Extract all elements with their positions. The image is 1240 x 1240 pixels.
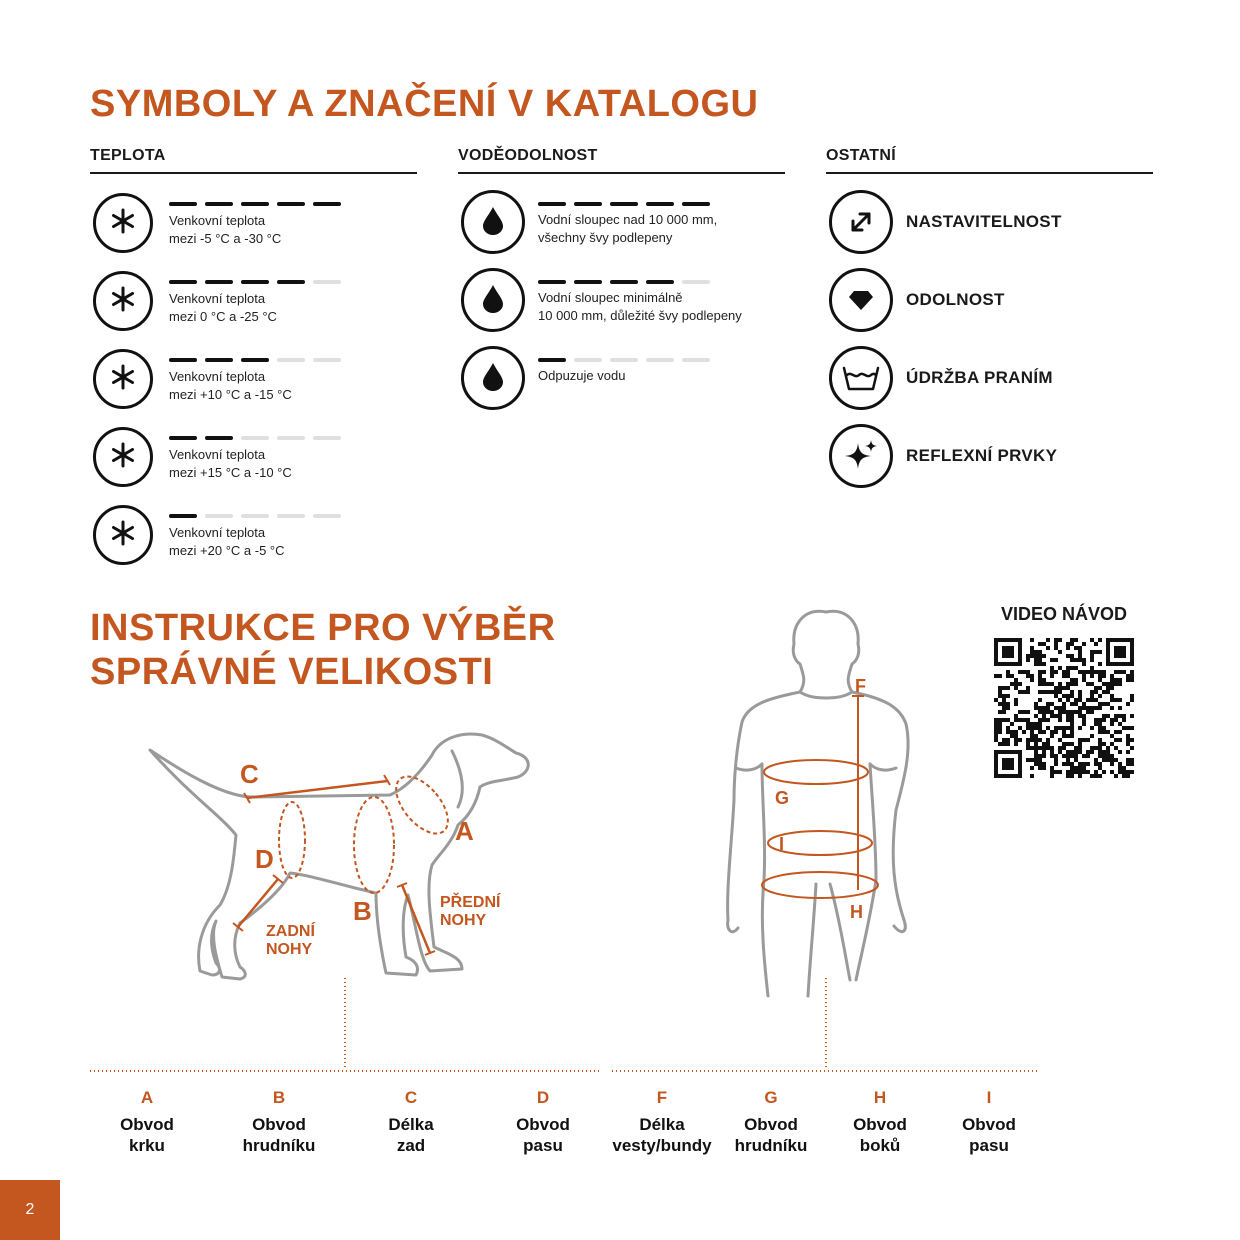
temperature-icon-circle (93, 271, 153, 331)
legend-letter: F (656, 1088, 668, 1107)
rating-dash (646, 202, 674, 206)
diamond-icon (847, 288, 875, 312)
dog-label-b: B (353, 896, 372, 926)
sparkle-icon (843, 438, 879, 474)
rating-dash (646, 280, 674, 284)
dog-label-d: D (255, 844, 274, 874)
legend-letter: I (986, 1088, 992, 1107)
rating-dashes (169, 514, 341, 518)
rating-dash (574, 202, 602, 206)
rating-dash (169, 514, 197, 518)
rating-dash (277, 514, 305, 518)
water-drop-icon (481, 205, 505, 240)
adjust-arrows-icon (847, 208, 875, 236)
rating-dash (313, 514, 341, 518)
rating-dash (277, 436, 305, 440)
other-icon-circle (829, 346, 893, 410)
column-header-other: OSTATNÍ (826, 147, 896, 164)
rating-dash (682, 358, 710, 362)
rating-dash (241, 280, 269, 284)
dog-illustration (140, 725, 540, 985)
description-line: Odpuzuje vodu (538, 368, 626, 383)
description-line: Vodní sloupec nad 10 000 mm, (538, 212, 718, 227)
description-line: mezi 0 °C a -25 °C (169, 309, 277, 324)
waterproof-description (538, 211, 717, 247)
other-icon-circle (829, 424, 893, 488)
rating-dash (313, 280, 341, 284)
legend-item (488, 1088, 598, 1156)
rating-dash (313, 358, 341, 362)
rating-dash (646, 358, 674, 362)
divider (458, 172, 785, 174)
legend-letter: C (404, 1088, 418, 1107)
waterproof-icon-circle (461, 268, 525, 332)
temperature-description (169, 290, 277, 326)
other-icon-circle (829, 190, 893, 254)
legend-letter: D (536, 1088, 550, 1107)
waterproof-description (538, 289, 742, 325)
dog-label-c: C (240, 759, 259, 789)
legend-item (716, 1088, 826, 1156)
human-label-f: F (855, 676, 866, 696)
rating-dash (313, 436, 341, 440)
temperature-icon-circle (93, 505, 153, 565)
legend-letter: G (764, 1088, 778, 1107)
divider (826, 172, 1153, 174)
description-line: mezi +15 °C a -10 °C (169, 465, 292, 480)
legend-text: zad (396, 1136, 426, 1155)
rating-dash (538, 202, 566, 206)
rating-dash (682, 280, 710, 284)
legend-item (607, 1088, 717, 1156)
human-illustration (700, 600, 940, 1000)
size-guide-title-line2: SPRÁVNÉ VELIKOSTI (90, 651, 494, 693)
dog-label-rear-legs-1: ZADNÍ (266, 923, 315, 940)
rating-dash (169, 358, 197, 362)
description-line: Venkovní teplota (169, 291, 266, 306)
dog-label-front-legs-2: NOHY (440, 912, 487, 929)
legend-letter: H (873, 1088, 887, 1107)
rating-dash (610, 202, 638, 206)
legend-letter: A (140, 1088, 154, 1107)
rating-dash (277, 280, 305, 284)
legend-text: Obvod (120, 1115, 174, 1134)
legend-text: Obvod (853, 1115, 907, 1134)
temperature-icon-circle (93, 349, 153, 409)
legend-item (825, 1088, 935, 1156)
temperature-description (169, 524, 285, 560)
rating-dashes (169, 280, 341, 284)
description-line: Venkovní teplota (169, 213, 266, 228)
dog-label-a: A (455, 816, 474, 846)
rating-dash (241, 514, 269, 518)
legend-text: Obvod (252, 1115, 306, 1134)
rating-dash (205, 280, 233, 284)
divider (90, 172, 417, 174)
human-label-i: I (779, 834, 785, 854)
human-label-g: G (775, 788, 790, 808)
rating-dash (574, 358, 602, 362)
legend-item (934, 1088, 1044, 1156)
description-line: mezi +10 °C a -15 °C (169, 387, 292, 402)
legend-text: hrudníku (242, 1136, 316, 1155)
rating-dash (538, 280, 566, 284)
temperature-description (169, 368, 292, 404)
rating-dash (169, 436, 197, 440)
waterproof-icon-circle (461, 190, 525, 254)
description-line: Venkovní teplota (169, 525, 266, 540)
temperature-description (169, 446, 292, 482)
rating-dash (277, 202, 305, 206)
legend-text: krku (129, 1136, 165, 1155)
qr-code[interactable] (994, 638, 1134, 778)
rating-dash (277, 358, 305, 362)
dog-label-rear-legs-2: NOHY (266, 941, 313, 958)
rating-dash (205, 514, 233, 518)
snowflake-icon (109, 441, 137, 474)
rating-dashes (169, 436, 341, 440)
rating-dash (313, 202, 341, 206)
other-icon-circle (829, 268, 893, 332)
rating-dash (241, 202, 269, 206)
snowflake-icon (109, 285, 137, 318)
page-number: 2 (0, 1180, 60, 1240)
temperature-description (169, 212, 281, 248)
waterproof-icon-circle (461, 346, 525, 410)
other-feature-label: NASTAVITELNOST (906, 212, 1062, 231)
rating-dash (205, 202, 233, 206)
legend-text: hrudníku (734, 1136, 808, 1155)
column-header-waterproof: VODĚODOLNOST (458, 147, 598, 164)
video-guide-label: VIDEO NÁVOD (1000, 604, 1128, 624)
size-guide-title (90, 606, 556, 694)
rating-dashes (169, 358, 341, 362)
legend-item (224, 1088, 334, 1156)
legend-text: Obvod (516, 1115, 570, 1134)
rating-dash (610, 358, 638, 362)
rating-dash (169, 202, 197, 206)
rating-dash (241, 358, 269, 362)
legend-text: pasu (969, 1136, 1009, 1155)
rating-dash (205, 358, 233, 362)
rating-dash (205, 436, 233, 440)
legend-text: Obvod (962, 1115, 1016, 1134)
snowflake-icon (109, 207, 137, 240)
legend-text: pasu (523, 1136, 563, 1155)
water-drop-icon (481, 361, 505, 396)
description-line: všechny švy podlepeny (538, 230, 673, 245)
temperature-icon-circle (93, 193, 153, 253)
legend-text: Obvod (744, 1115, 798, 1134)
water-drop-icon (481, 283, 505, 318)
rating-dashes (538, 358, 710, 362)
waterproof-description (538, 367, 625, 385)
legend-text: boků (859, 1136, 901, 1155)
description-line: Vodní sloupec minimálně (538, 290, 683, 305)
legend-item (92, 1088, 202, 1156)
snowflake-icon (109, 519, 137, 552)
page-title: SYMBOLY A ZNAČENÍ V KATALOGU (90, 83, 759, 125)
human-label-h: H (850, 902, 863, 922)
legend-item (356, 1088, 466, 1156)
description-line: Venkovní teplota (169, 447, 266, 462)
rating-dash (610, 280, 638, 284)
dog-label-front-legs-1: PŘEDNÍ (440, 894, 501, 911)
other-feature-label: ÚDRŽBA PRANÍM (906, 368, 1053, 387)
rating-dash (574, 280, 602, 284)
other-feature-label: REFLEXNÍ PRVKY (906, 446, 1058, 465)
rating-dashes (169, 202, 341, 206)
column-header-temperature: TEPLOTA (90, 147, 166, 164)
legend-text: Délka (639, 1115, 685, 1134)
description-line: 10 000 mm, důležité švy podlepeny (538, 308, 742, 323)
rating-dash (682, 202, 710, 206)
rating-dashes (538, 202, 710, 206)
rating-dash (241, 436, 269, 440)
legend-text: Délka (388, 1115, 434, 1134)
temperature-icon-circle (93, 427, 153, 487)
description-line: mezi -5 °C a -30 °C (169, 231, 282, 246)
legend-text: vesty/bundy (612, 1136, 712, 1155)
other-feature-label: ODOLNOST (906, 290, 1005, 309)
legend-letter: B (272, 1088, 286, 1107)
snowflake-icon (109, 363, 137, 396)
wash-basin-icon (841, 363, 881, 393)
size-guide-title-line1: INSTRUKCE PRO VÝBĚR (90, 607, 556, 649)
rating-dash (538, 358, 566, 362)
rating-dash (169, 280, 197, 284)
rating-dashes (538, 280, 710, 284)
description-line: Venkovní teplota (169, 369, 266, 384)
description-line: mezi +20 °C a -5 °C (169, 543, 285, 558)
